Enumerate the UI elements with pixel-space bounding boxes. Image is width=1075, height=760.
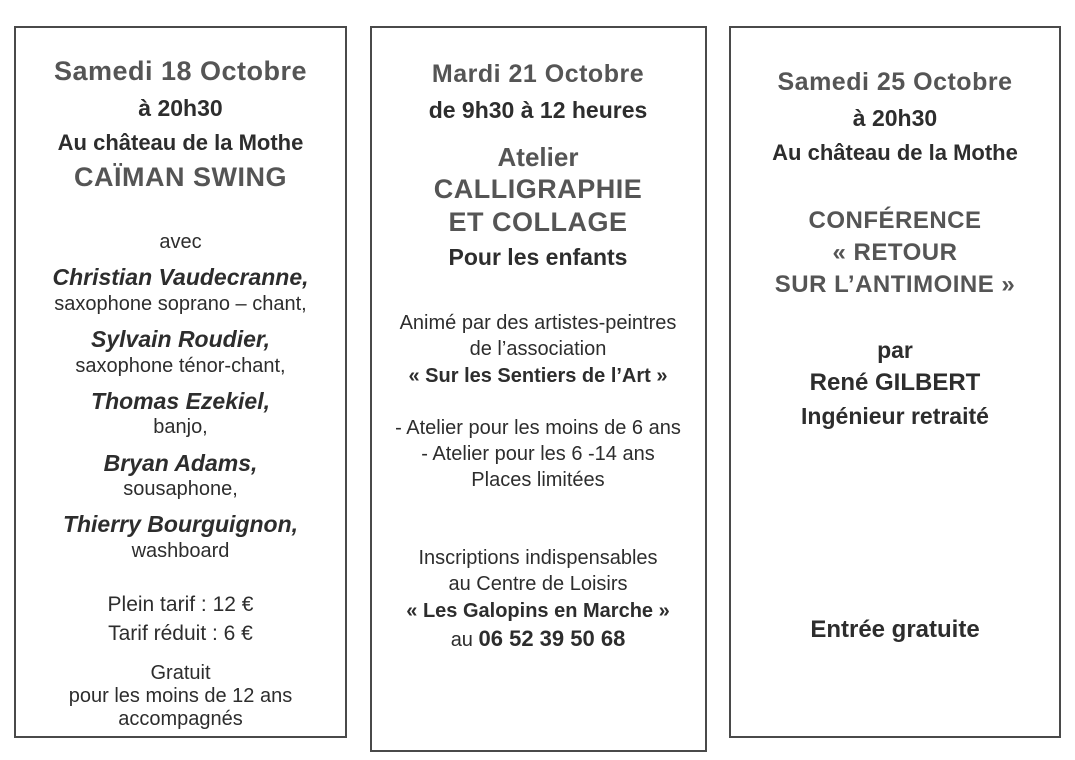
spacer	[32, 563, 329, 589]
performer-role: saxophone soprano – chant,	[54, 292, 307, 315]
animator-line-2: de l’association	[469, 338, 607, 361]
speaker-name: René GILBERT	[809, 369, 981, 397]
free-note-line-1: Gratuit	[150, 662, 211, 685]
signup-line-2: au Centre de Loisirs	[448, 573, 628, 596]
by-label: par	[877, 336, 913, 363]
conference-title-line-3: SUR L’ANTIMOINE »	[774, 270, 1016, 298]
performer-role: saxophone ténor-chant,	[75, 354, 286, 377]
signup-line-1: Inscriptions indispensables	[418, 547, 658, 570]
phone-row	[388, 626, 689, 652]
spacer	[388, 388, 689, 414]
free-note-line-3: accompagnés	[118, 708, 243, 731]
performer-name: Christian Vaudecranne,	[52, 264, 309, 290]
workshop-bullet-1: - Atelier pour les moins de 6 ans	[395, 416, 681, 439]
conference-title-line-1: CONFÉRENCE	[808, 207, 982, 235]
speaker-role: Ingénieur retraité	[801, 403, 989, 430]
association-name: « Sur les Sentiers de l’Art »	[408, 364, 668, 387]
phone-prefix: au	[450, 628, 479, 651]
event-date: Samedi 18 Octobre	[53, 56, 308, 86]
event-panel-calligraphie	[370, 26, 707, 752]
event-place: Au château de la Mothe	[57, 129, 304, 155]
workshop-bullet-2: - Atelier pour les 6 -14 ans	[421, 442, 655, 465]
spacer	[388, 492, 689, 544]
price-full: Plein tarif : 12 €	[107, 593, 254, 617]
spacer	[32, 646, 329, 662]
spacer	[747, 165, 1043, 203]
event-time: de 9h30 à 12 heures	[428, 97, 648, 123]
performer-name: Sylvain Roudier,	[91, 325, 270, 352]
spacer	[747, 299, 1043, 337]
event-date: Mardi 21 Octobre	[431, 60, 645, 88]
event-date: Samedi 25 Octobre	[777, 68, 1013, 96]
event-title: CAÏMAN SWING	[74, 161, 287, 192]
performer-name: Thierry Bourguignon,	[62, 511, 299, 538]
performer-name: Bryan Adams,	[103, 449, 258, 476]
workshop-title-line-2: ET COLLAGE	[448, 207, 628, 238]
spacer	[388, 271, 689, 309]
workshop-title-line-1: CALLIGRAPHIE	[433, 173, 643, 204]
event-time: à 20h30	[138, 95, 223, 122]
performer-role: banjo,	[153, 416, 208, 439]
event-panel-caiman-swing	[14, 26, 347, 738]
workshop-bullet-3: Places limitées	[471, 469, 605, 492]
event-time: à 20h30	[852, 105, 938, 131]
workshop-audience: Pour les enfants	[448, 244, 628, 271]
center-name: « Les Galopins en Marche »	[406, 599, 670, 622]
animator-line-1: Animé par des artistes-peintres	[399, 312, 677, 335]
free-entry-note: Entrée gratuite	[810, 615, 980, 643]
free-note-line-2: pour les moins de 12 ans	[68, 685, 293, 708]
phone-number: 06 52 39 50 68	[478, 625, 626, 651]
event-place: Au château de la Mothe	[772, 139, 1018, 165]
performer-role: washboard	[131, 540, 230, 563]
with-label: avec	[159, 230, 202, 253]
performer-name: Thomas Ezekiel,	[91, 387, 270, 414]
spacer	[747, 430, 1043, 616]
conference-title-line-2: « RETOUR	[832, 239, 958, 267]
price-reduced: Tarif réduit : 6 €	[108, 621, 253, 645]
workshop-word: Atelier	[497, 141, 579, 172]
performer-role: sousaphone,	[123, 478, 238, 501]
spacer	[32, 193, 329, 231]
event-panel-conference	[729, 26, 1061, 738]
